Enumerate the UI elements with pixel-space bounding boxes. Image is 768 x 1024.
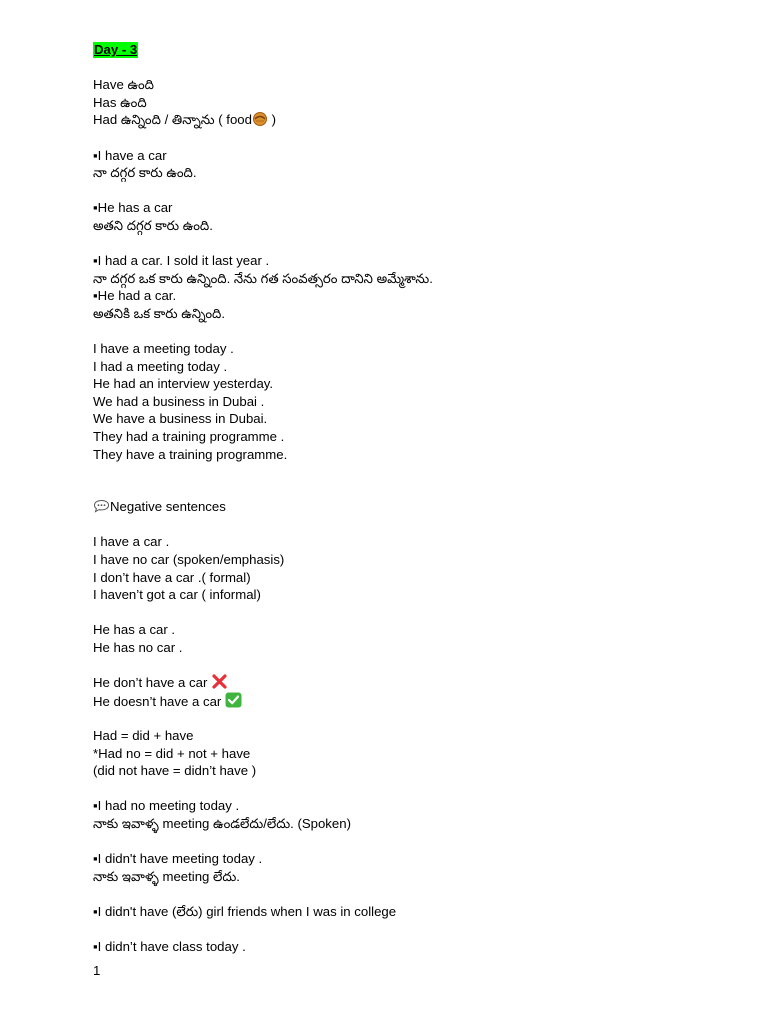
page-title: Day - 3 bbox=[94, 42, 138, 57]
text-line: Had = did + have bbox=[93, 727, 194, 743]
text-line: I have a meeting today . bbox=[93, 341, 234, 357]
text-line: He has a car . bbox=[93, 622, 176, 638]
text-line: Have ఉంది bbox=[93, 77, 154, 93]
text-line: అతనికి ఒక కారు ఉన్నింది. bbox=[93, 305, 226, 321]
text-line: I don’t have a car .( formal) bbox=[93, 569, 251, 585]
check-mark-icon bbox=[225, 692, 242, 713]
text-line: (did not have = didn’t have ) bbox=[93, 763, 257, 779]
text-line: I haven’t got a car ( informal) bbox=[93, 587, 261, 603]
text-line: He had an interview yesterday. bbox=[93, 376, 274, 392]
text-line: I have a car . bbox=[93, 534, 170, 550]
text-line: I have no car (spoken/emphasis) bbox=[93, 552, 285, 568]
text-line: ▪I didn't have meeting today . bbox=[93, 851, 263, 867]
text-line: *Had no = did + not + have bbox=[93, 745, 251, 761]
text-line: Had ఉన్నింది / తిన్నాను ( food ) bbox=[93, 111, 753, 129]
text-line: He don’t have a car bbox=[93, 674, 753, 692]
text-line: నాకు ఇవాళ్ళ meeting ఉండలేదు/లేదు. (Spoken) bbox=[93, 815, 351, 831]
text-line: ▪I had a car. I sold it last year . bbox=[93, 253, 270, 269]
text-line: నా దగ్గర ఒక కారు ఉన్నింది. నేను గత సంవత్సరం దానిని అమ్మేశాను. bbox=[93, 270, 433, 286]
text-line: ▪I had no meeting today . bbox=[93, 798, 240, 814]
text-line: Has ఉంది bbox=[93, 94, 147, 110]
text-line: ▪I have a car bbox=[93, 147, 167, 163]
text-line: He doesn’t have a car bbox=[93, 692, 753, 710]
text-line: He has no car . bbox=[93, 640, 183, 655]
text-line: ▪He has a car bbox=[93, 200, 173, 216]
text-line: ▪I didn’t have class today . bbox=[93, 939, 246, 955]
text-line: We have a business in Dubai. bbox=[93, 411, 268, 427]
food-emoji-icon bbox=[252, 111, 268, 131]
page-number: 1 bbox=[93, 963, 101, 978]
text-line: ▪He had a car. bbox=[93, 288, 177, 304]
text-line: ▪I didn't have (లేరు) girl friends when I was in college bbox=[93, 903, 397, 919]
text-line: They have a training programme. bbox=[93, 446, 288, 462]
text-line: They had a training programme . bbox=[93, 429, 285, 445]
text-line: నా దగ్గర కారు ఉంది. bbox=[93, 165, 197, 181]
text-line: We had a business in Dubai . bbox=[93, 393, 265, 409]
speech-bubble-icon bbox=[93, 499, 110, 518]
text-line: నాకు ఇవాళ్ళ meeting లేదు. bbox=[93, 868, 240, 884]
section-heading: Negative sentences bbox=[93, 498, 753, 516]
document-page bbox=[93, 41, 753, 956]
text-line: I had a meeting today . bbox=[93, 358, 228, 374]
text-line: అతని దగ్గర కారు ఉంది. bbox=[93, 217, 213, 233]
